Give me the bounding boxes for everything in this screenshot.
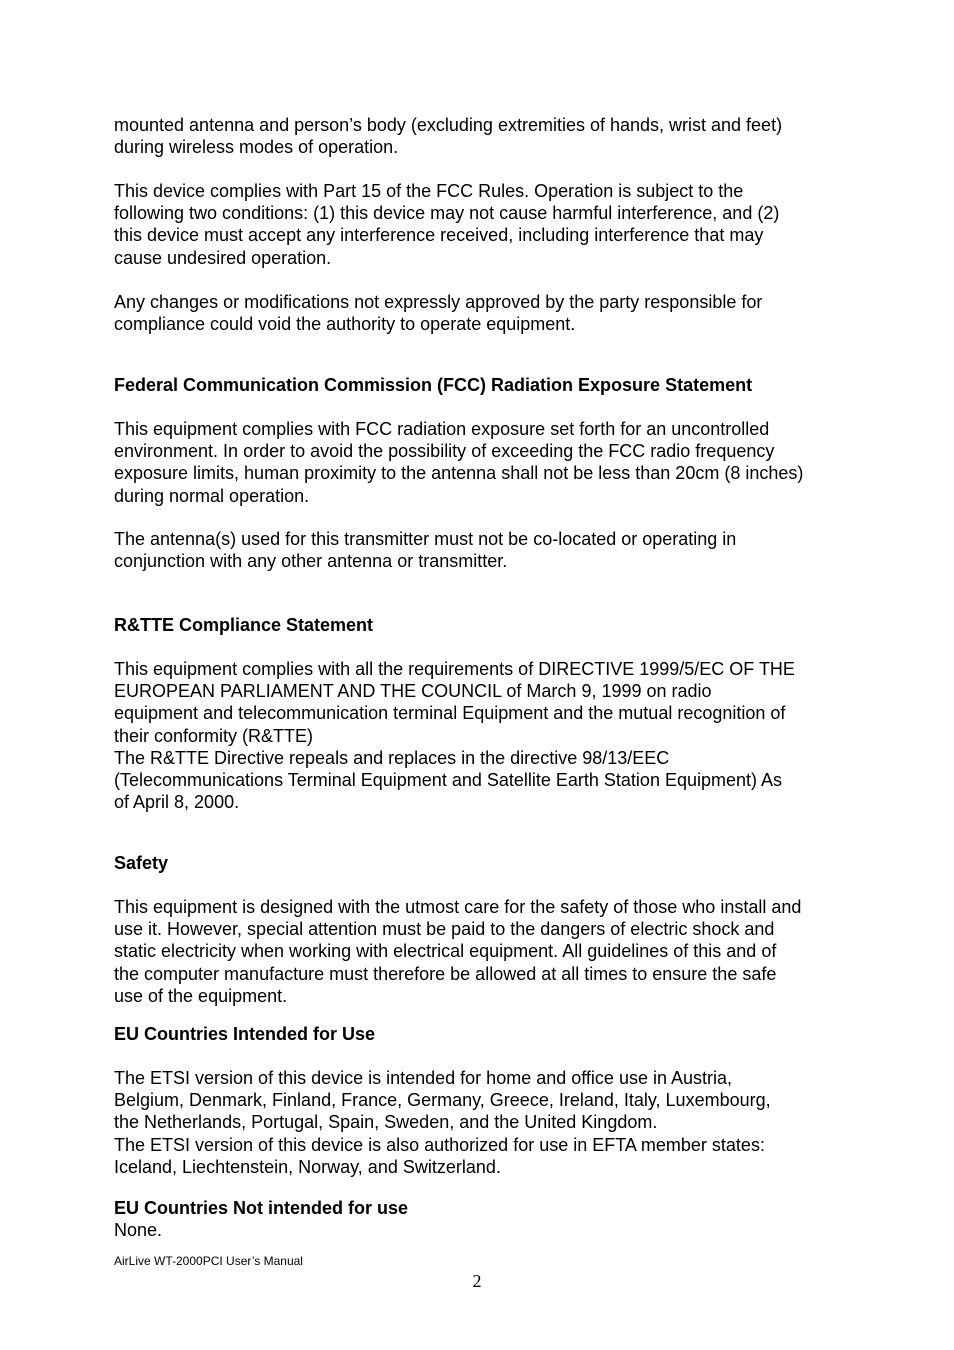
heading-eu-countries-not-intended: EU Countries Not intended for use (114, 1198, 409, 1218)
paragraph-antenna-continued (114, 114, 854, 158)
text-line: environment. In order to avoid the possibility of exceeding the FCC radio frequency (114, 441, 775, 462)
paragraph-rtte-directive (114, 658, 854, 813)
paragraph-eu-countries-not-intended (114, 1219, 854, 1241)
text-line: static electricity when working with electrical equipment. All guidelines of this and of (114, 941, 777, 962)
text-line: (Telecommunications Terminal Equipment and Satellite Earth Station Equipment) As (114, 770, 783, 791)
text-line: compliance could void the authority to operate equipment. (114, 314, 576, 335)
paragraph-safety (114, 896, 854, 1007)
text-line: The antenna(s) used for this transmitter must not be co-located or operating in (114, 529, 737, 549)
text-line: This equipment complies with FCC radiation exposure set forth for an uncontrolled (114, 419, 770, 439)
text-line: Any changes or modifications not expressly approved by the party responsible for (114, 292, 763, 312)
text-line: cause undesired operation. (114, 247, 332, 268)
heading-eu-countries-intended: EU Countries Intended for Use (114, 1024, 376, 1044)
paragraph-fcc-part15 (114, 180, 854, 269)
heading-fcc-radiation: Federal Communication Commission (FCC) Radiation Exposure Statement (114, 375, 753, 395)
text-line: the Netherlands, Portugal, Spain, Sweden, and the United Kingdom. (114, 1112, 658, 1133)
text-line: use of the equipment. (114, 985, 288, 1006)
paragraph-antenna-colocation (114, 528, 854, 572)
text-line: This equipment is designed with the utmost care for the safety of those who install and (114, 897, 802, 917)
text-line: during normal operation. (114, 485, 310, 506)
heading-rtte-compliance: R&TTE Compliance Statement (114, 615, 374, 635)
text-line: None. (114, 1220, 163, 1240)
paragraph-fcc-radiation-exposure (114, 418, 854, 507)
text-line: The ETSI version of this device is intended for home and office use in Austria, (114, 1068, 733, 1088)
text-line: This equipment complies with all the requirements of DIRECTIVE 1999/5/EC OF THE (114, 659, 795, 679)
text-line: mounted antenna and person’s body (excluding extremities of hands, wrist and feet) (114, 115, 783, 135)
text-line: the computer manufacture must therefore be allowed at all times to ensure the safe (114, 963, 777, 984)
page-number: 2 (472, 1271, 482, 1291)
text-line: Belgium, Denmark, Finland, France, Germany, Greece, Ireland, Italy, Luxembourg, (114, 1090, 771, 1111)
text-line: Iceland, Liechtenstein, Norway, and Switzerland. (114, 1156, 501, 1177)
text-line: during wireless modes of operation. (114, 137, 399, 158)
paragraph-eu-countries-intended (114, 1067, 854, 1178)
text-line: their conformity (R&TTE) (114, 725, 314, 746)
text-line: This device complies with Part 15 of the FCC Rules. Operation is subject to the (114, 181, 744, 201)
text-line: exposure limits, human proximity to the antenna shall not be less than 20cm (8 inches) (114, 463, 804, 484)
text-line: conjunction with any other antenna or transmitter. (114, 551, 508, 572)
paragraph-changes-warning (114, 291, 854, 335)
text-line: of April 8, 2000. (114, 792, 240, 813)
text-line: The R&TTE Directive repeals and replaces in the directive 98/13/EEC (114, 747, 670, 768)
text-line: The ETSI version of this device is also authorized for use in EFTA member states: (114, 1134, 765, 1155)
text-line: use it. However, special attention must be paid to the dangers of electric shock and (114, 919, 775, 940)
text-line: following two conditions: (1) this device may not cause harmful interference, and (2) (114, 203, 780, 224)
text-line: equipment and telecommunication terminal Equipment and the mutual recognition of (114, 703, 786, 724)
text-line: this device must accept any interference received, including interference that may (114, 225, 764, 246)
footer-manual-title: AirLive WT-2000PCI User’s Manual (114, 1254, 303, 1268)
text-line: EUROPEAN PARLIAMENT AND THE COUNCIL of March 9, 1999 on radio (114, 681, 712, 702)
heading-safety: Safety (114, 853, 169, 873)
